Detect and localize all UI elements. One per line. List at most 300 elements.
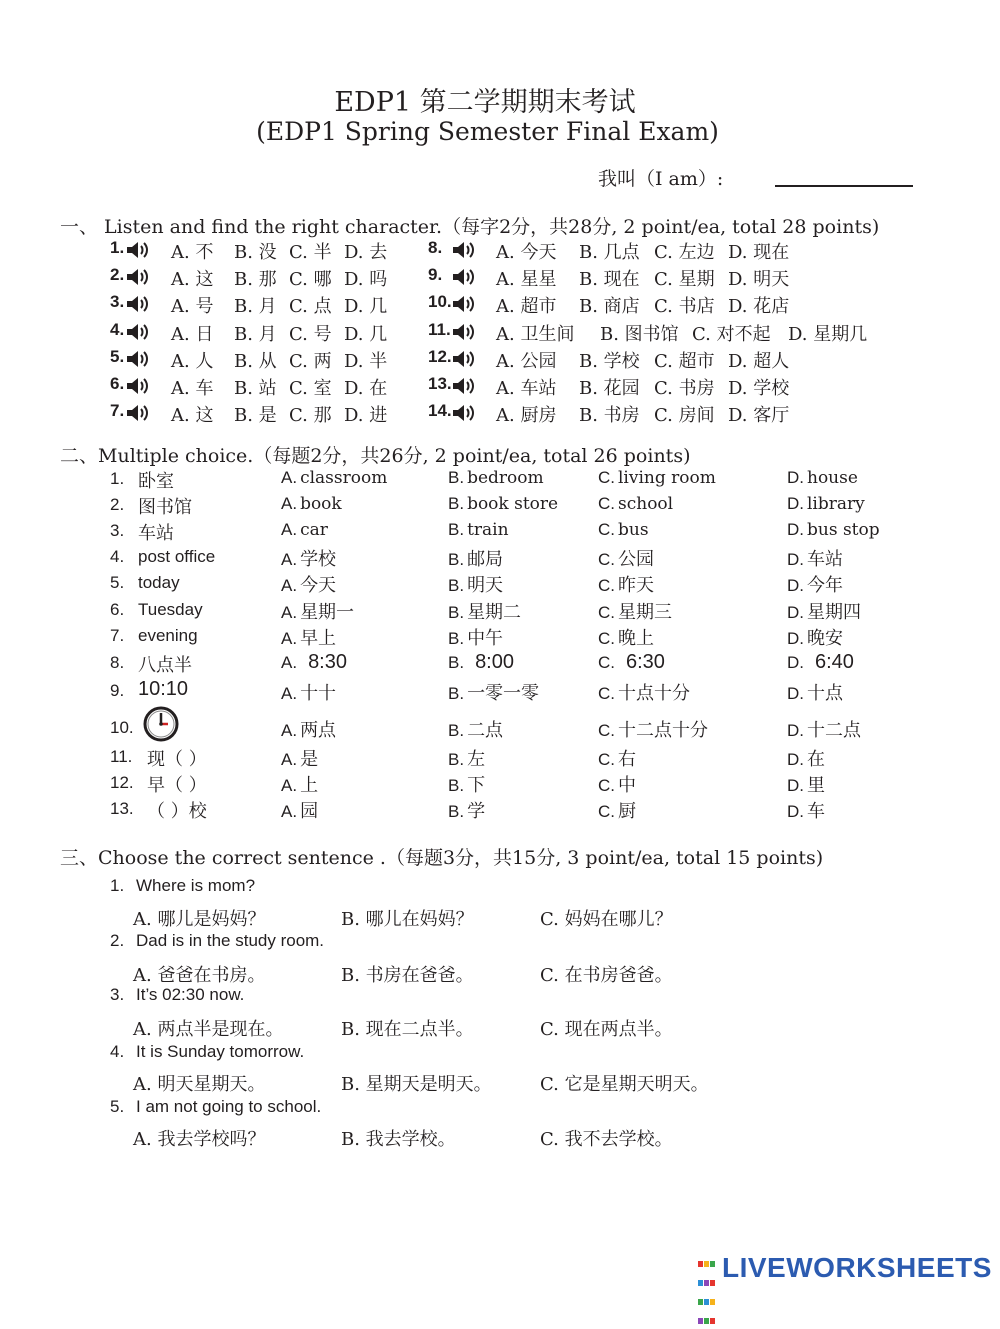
option-text: 星期三 xyxy=(618,602,672,623)
item-number: 14. xyxy=(428,401,452,421)
section3-heading: 三、Choose the correct sentence .（每题3分，共15分, 3 point/ea, total 15 points) xyxy=(60,847,824,869)
option-b[interactable]: B. 商店 xyxy=(579,296,640,318)
option-d[interactable]: D. 明天 xyxy=(728,269,790,291)
option-text: 学 xyxy=(467,801,486,822)
option-d[interactable] xyxy=(787,598,861,624)
speaker-icon[interactable] xyxy=(125,375,151,397)
option-a[interactable]: A. 今天 xyxy=(496,242,557,263)
option-a[interactable]: A. 两点半是现在。 xyxy=(133,1019,284,1040)
option-a[interactable] xyxy=(281,651,347,674)
option-letter: B. xyxy=(448,776,465,795)
option-d[interactable]: D. 现在 xyxy=(728,242,790,263)
option-d[interactable]: D. 几 xyxy=(344,296,388,318)
option-letter: D. xyxy=(787,603,804,622)
speaker-icon[interactable] xyxy=(451,348,477,370)
option-text: 公园 xyxy=(618,549,654,570)
item-number: 4. xyxy=(110,547,125,566)
option-letter: D. xyxy=(787,629,804,648)
option-a[interactable] xyxy=(281,598,354,624)
option-b[interactable]: B. 几点 xyxy=(579,242,640,263)
option-text: 6:40 xyxy=(815,651,854,673)
option-text: 上 xyxy=(300,775,319,796)
item-number: 11. xyxy=(428,319,451,339)
option-d[interactable]: D. 半 xyxy=(344,350,388,372)
option-b[interactable]: B. 站 xyxy=(234,378,277,399)
item-number: 4. xyxy=(110,319,125,339)
item-number: 10. xyxy=(110,718,134,737)
option-d[interactable]: D. 进 xyxy=(344,405,388,427)
option-b[interactable]: B. 星期天是明天。 xyxy=(341,1074,492,1095)
option-letter: A. xyxy=(281,494,298,513)
option-a[interactable] xyxy=(281,493,342,514)
option-b[interactable]: B. 花园 xyxy=(579,378,640,399)
option-d[interactable]: D. 超人 xyxy=(728,350,790,372)
option-text: 园 xyxy=(300,801,319,822)
option-text: bedroom xyxy=(467,468,544,488)
item-number: 10. xyxy=(428,292,452,312)
item-number: 1. xyxy=(110,469,125,488)
item-number: 3. xyxy=(110,985,125,1004)
item-number: 2. xyxy=(110,495,125,514)
option-c[interactable]: C. 它是星期天明天。 xyxy=(540,1074,709,1095)
option-c[interactable]: C. 哪 xyxy=(289,269,332,291)
option-a[interactable] xyxy=(281,519,328,540)
option-text: living room xyxy=(618,468,716,488)
option-letter: B. xyxy=(448,603,465,622)
question-text: Tuesday xyxy=(138,600,203,619)
option-b[interactable] xyxy=(448,598,521,624)
option-text: book store xyxy=(467,494,559,514)
item-number: 3. xyxy=(110,292,125,312)
option-a[interactable]: A. 我去学校吗？ xyxy=(133,1129,266,1150)
option-text: 十点十分 xyxy=(618,683,690,704)
speaker-icon[interactable] xyxy=(451,266,477,288)
option-a[interactable]: A. 日 xyxy=(171,323,214,345)
option-text: 车 xyxy=(807,801,825,822)
option-b[interactable] xyxy=(448,745,485,771)
option-letter: A. xyxy=(281,468,298,487)
option-text: 里 xyxy=(807,775,825,796)
speaker-icon[interactable] xyxy=(125,239,151,261)
item-number: 8. xyxy=(110,653,125,672)
option-b[interactable]: B. 没 xyxy=(234,242,277,263)
option-b[interactable]: B. 是 xyxy=(234,405,277,427)
option-c[interactable]: C. 妈妈在哪儿？ xyxy=(540,909,673,930)
option-letter: B. xyxy=(448,468,465,487)
option-text: 明天 xyxy=(467,575,504,596)
option-letter: D. xyxy=(787,721,804,740)
speaker-icon[interactable] xyxy=(125,402,151,424)
speaker-icon[interactable] xyxy=(125,293,151,315)
option-c[interactable] xyxy=(598,624,654,650)
option-text: house xyxy=(807,468,858,488)
option-a[interactable]: A. 人 xyxy=(171,350,214,372)
option-text: 6:30 xyxy=(626,651,665,673)
option-letter: B. xyxy=(448,494,465,513)
option-a[interactable]: A. 公园 xyxy=(496,350,557,372)
option-b[interactable] xyxy=(448,797,485,823)
option-text: school xyxy=(618,494,674,514)
option-d[interactable] xyxy=(787,771,825,797)
option-letter: D. xyxy=(787,576,804,595)
option-letter: D. xyxy=(787,750,804,769)
question-text: （ ）校 xyxy=(147,801,207,822)
speaker-icon[interactable] xyxy=(451,402,477,424)
option-c[interactable]: C. 书房 xyxy=(654,378,715,399)
speaker-icon[interactable] xyxy=(451,239,477,261)
option-d[interactable]: D. 星期几 xyxy=(788,323,868,345)
option-letter: C. xyxy=(598,802,615,821)
item-number: 7. xyxy=(110,626,125,645)
speaker-icon[interactable] xyxy=(125,321,151,343)
option-a[interactable]: A. 车站 xyxy=(496,378,557,399)
option-c[interactable]: C. 点 xyxy=(289,296,332,318)
option-letter: A. xyxy=(281,721,298,740)
option-d[interactable] xyxy=(787,545,843,571)
option-c[interactable]: C. 我不去学校。 xyxy=(540,1129,673,1150)
option-b[interactable]: B. 我去学校。 xyxy=(341,1129,456,1150)
question-text: Where is mom? xyxy=(136,876,256,895)
item-number: 9. xyxy=(428,265,443,285)
option-c[interactable]: C. 星期 xyxy=(654,269,715,291)
question-text: 图书馆 xyxy=(138,497,192,518)
option-c[interactable] xyxy=(598,519,649,540)
option-c[interactable]: C. 室 xyxy=(289,378,332,399)
option-c[interactable] xyxy=(598,598,672,624)
option-letter: A. xyxy=(281,520,298,539)
option-b[interactable]: B. 那 xyxy=(234,269,277,291)
option-text: 晚安 xyxy=(807,628,843,649)
option-text: bus xyxy=(618,520,649,540)
option-text: 今天 xyxy=(300,575,337,596)
option-a[interactable]: A. 厨房 xyxy=(496,405,557,427)
option-d[interactable]: D. 学校 xyxy=(728,378,790,399)
option-letter: A. xyxy=(281,629,298,648)
option-letter: C. xyxy=(598,603,615,622)
option-letter: A. xyxy=(281,653,298,672)
option-text: 星期四 xyxy=(807,602,861,623)
question-text: today xyxy=(138,573,180,592)
option-b[interactable] xyxy=(448,771,485,797)
option-b[interactable]: B. 书房在爸爸。 xyxy=(341,965,474,986)
option-text: 今年 xyxy=(807,575,843,596)
option-b[interactable]: B. 从 xyxy=(234,350,277,372)
option-letter: B. xyxy=(448,520,465,539)
option-b[interactable] xyxy=(448,716,503,742)
option-d[interactable] xyxy=(787,493,865,514)
option-text: 8:30 xyxy=(308,651,347,673)
option-b[interactable] xyxy=(448,493,558,514)
question-text: I am not going to school. xyxy=(136,1097,322,1116)
exam-subtitle: (EDP1 Spring Semester Final Exam) xyxy=(256,117,719,146)
option-text: book xyxy=(300,494,342,514)
item-number: 12. xyxy=(428,346,452,366)
option-d[interactable] xyxy=(787,745,825,771)
question-text: 早（ ） xyxy=(147,775,207,796)
option-a[interactable]: A. 这 xyxy=(171,405,214,427)
option-d[interactable]: D. 吗 xyxy=(344,269,388,291)
option-text: 星期二 xyxy=(467,602,522,623)
option-b[interactable] xyxy=(448,624,503,650)
option-letter: A. xyxy=(281,576,298,595)
option-d[interactable] xyxy=(787,797,825,823)
option-a[interactable] xyxy=(281,771,318,797)
option-c[interactable] xyxy=(598,679,690,705)
option-text: 是 xyxy=(300,749,319,770)
question-text: 10:10 xyxy=(138,678,189,700)
option-a[interactable] xyxy=(281,571,336,597)
option-a[interactable] xyxy=(281,624,336,650)
option-letter: B. xyxy=(448,750,465,769)
option-letter: D. xyxy=(787,802,804,821)
option-d[interactable] xyxy=(787,519,880,540)
option-a[interactable]: A. 明天星期天。 xyxy=(133,1074,266,1095)
item-number: 5. xyxy=(110,346,125,366)
option-letter: D. xyxy=(787,520,804,539)
question-text: It’s 02:30 now. xyxy=(136,985,245,1004)
name-input-line[interactable] xyxy=(775,185,913,187)
option-b[interactable] xyxy=(448,467,544,488)
speaker-icon[interactable] xyxy=(451,375,477,397)
item-number: 6. xyxy=(110,600,125,619)
speaker-icon[interactable] xyxy=(451,293,477,315)
question-text: 车站 xyxy=(138,523,174,544)
option-a[interactable]: A. 超市 xyxy=(496,296,557,318)
option-text: car xyxy=(300,520,328,540)
option-letter: C. xyxy=(598,684,615,703)
option-d[interactable] xyxy=(787,716,861,742)
option-text: 早上 xyxy=(300,628,337,649)
option-text: 二点 xyxy=(467,720,504,741)
option-letter: D. xyxy=(787,684,804,703)
section1-heading: 一、 Listen and find the right character.（每字2分，共28分, 2 point/ea, total 28 points) xyxy=(60,216,880,238)
option-c[interactable] xyxy=(598,745,636,771)
item-number: 1. xyxy=(110,238,125,257)
option-letter: D. xyxy=(787,494,804,513)
option-letter: C. xyxy=(598,629,615,648)
option-a[interactable]: A. 号 xyxy=(171,296,214,318)
option-c[interactable] xyxy=(598,493,673,514)
option-letter: A. xyxy=(281,684,298,703)
option-letter: B. xyxy=(448,576,465,595)
option-text: 十二点 xyxy=(807,720,861,741)
option-text: 8:00 xyxy=(475,651,514,673)
option-c[interactable]: C. 房间 xyxy=(654,405,715,427)
option-letter: A. xyxy=(281,750,298,769)
option-d[interactable]: D. 客厅 xyxy=(728,405,790,427)
option-letter: A. xyxy=(281,776,298,795)
option-a[interactable]: A. 不 xyxy=(171,242,214,263)
option-letter: C. xyxy=(598,750,615,769)
option-letter: A. xyxy=(281,603,298,622)
question-text: 卧室 xyxy=(138,471,174,492)
option-b[interactable] xyxy=(448,519,509,540)
option-letter: B. xyxy=(448,802,465,821)
option-text: 学校 xyxy=(300,549,337,570)
option-text: 邮局 xyxy=(467,549,504,570)
option-b[interactable]: B. 书房 xyxy=(579,405,640,427)
option-letter: C. xyxy=(598,494,615,513)
option-text: 厨 xyxy=(618,801,636,822)
option-letter: C. xyxy=(598,653,615,672)
question-text: evening xyxy=(138,626,198,645)
option-text: 晚上 xyxy=(618,628,654,649)
option-text: classroom xyxy=(300,468,388,488)
option-c[interactable] xyxy=(598,571,654,597)
option-c[interactable] xyxy=(598,716,708,742)
option-text: 下 xyxy=(467,775,486,796)
option-a[interactable]: A. 爸爸在书房。 xyxy=(133,965,266,986)
option-text: 中 xyxy=(618,775,636,796)
item-number: 8. xyxy=(428,238,443,257)
option-letter: C. xyxy=(598,468,615,487)
option-letter: B. xyxy=(448,684,465,703)
item-number: 1. xyxy=(110,876,125,895)
option-letter: B. xyxy=(448,653,465,672)
liveworksheets-logo-text: LIVEWORKSHEETS xyxy=(722,1252,992,1283)
option-d[interactable]: D. 几 xyxy=(344,323,388,345)
option-text: 在 xyxy=(807,749,825,770)
option-a[interactable] xyxy=(281,545,336,571)
option-text: library xyxy=(807,494,865,514)
option-text: 昨天 xyxy=(618,575,654,596)
question-text: It is Sunday tomorrow. xyxy=(136,1042,305,1061)
question-text: 八点半 xyxy=(138,655,192,676)
option-letter: C. xyxy=(598,550,615,569)
option-a[interactable] xyxy=(281,467,387,488)
option-letter: B. xyxy=(448,721,465,740)
option-c[interactable]: C. 左边 xyxy=(654,242,715,263)
item-number: 12. xyxy=(110,773,134,792)
option-d[interactable] xyxy=(787,624,843,650)
item-number: 2. xyxy=(110,931,125,950)
option-d[interactable] xyxy=(787,467,858,488)
option-a[interactable]: A. 这 xyxy=(171,269,214,291)
option-b[interactable] xyxy=(448,571,503,597)
option-text: 右 xyxy=(618,749,636,770)
option-letter: C. xyxy=(598,520,615,539)
option-b[interactable]: B. 月 xyxy=(234,296,277,318)
option-text: 中午 xyxy=(467,628,504,649)
option-c[interactable]: C. 在书房爸爸。 xyxy=(540,965,673,986)
option-a[interactable]: A. 星星 xyxy=(496,269,557,291)
speaker-icon[interactable] xyxy=(451,321,477,343)
option-letter: C. xyxy=(598,576,615,595)
option-d[interactable] xyxy=(787,651,854,674)
option-b[interactable]: B. 月 xyxy=(234,323,277,345)
liveworksheets-logo-icon xyxy=(698,1253,716,1285)
option-text: bus stop xyxy=(807,520,880,540)
option-a[interactable]: A. 哪儿是妈妈？ xyxy=(133,909,266,930)
option-c[interactable]: C. 两 xyxy=(289,350,332,372)
option-c[interactable]: C. 对不起 xyxy=(692,323,771,345)
option-b[interactable] xyxy=(448,651,514,674)
option-letter: D. xyxy=(787,653,804,672)
option-letter: B. xyxy=(448,629,465,648)
option-d[interactable]: D. 花店 xyxy=(728,296,790,318)
option-text: train xyxy=(467,520,509,540)
speaker-icon[interactable] xyxy=(125,266,151,288)
item-number: 5. xyxy=(110,1097,125,1116)
item-number: 5. xyxy=(110,573,125,592)
option-letter: D. xyxy=(787,550,804,569)
option-a[interactable] xyxy=(281,716,336,742)
option-letter: C. xyxy=(598,776,615,795)
item-number: 13. xyxy=(428,374,452,393)
item-number: 3. xyxy=(110,521,125,540)
item-number: 11. xyxy=(110,747,133,766)
option-letter: D. xyxy=(787,776,804,795)
section2-heading: 二、Multiple choice.（每题2分，共26分, 2 point/ea, total 26 points) xyxy=(60,445,691,467)
option-c[interactable] xyxy=(598,771,636,797)
question-text: Dad is in the study room. xyxy=(136,931,325,950)
option-d[interactable] xyxy=(787,571,843,597)
option-c[interactable] xyxy=(598,467,716,488)
item-number: 2. xyxy=(110,265,125,285)
name-label: 我叫（I am）: xyxy=(598,168,724,190)
exam-title: EDP1 第二学期期末考试 xyxy=(334,87,636,118)
option-c[interactable]: C. 那 xyxy=(289,405,332,427)
option-text: 两点 xyxy=(300,720,337,741)
option-b[interactable]: B. 现在 xyxy=(579,269,640,291)
option-text: 十二点十分 xyxy=(618,720,708,741)
item-number: 13. xyxy=(110,799,134,818)
option-a[interactable]: A. 车 xyxy=(171,378,214,399)
option-b[interactable] xyxy=(448,545,503,571)
option-c[interactable]: C. 现在两点半。 xyxy=(540,1019,673,1040)
option-letter: C. xyxy=(598,721,615,740)
option-b[interactable] xyxy=(448,679,539,705)
option-text: 车站 xyxy=(807,549,843,570)
item-number: 9. xyxy=(110,681,125,700)
clock-icon xyxy=(143,706,179,742)
option-text: 左 xyxy=(467,749,486,770)
option-c[interactable] xyxy=(598,545,654,571)
item-number: 6. xyxy=(110,374,125,393)
option-c[interactable] xyxy=(598,651,665,674)
item-number: 4. xyxy=(110,1042,125,1061)
option-text: 十十 xyxy=(300,683,337,704)
option-a[interactable] xyxy=(281,679,336,705)
option-d[interactable] xyxy=(787,679,843,705)
option-text: 十点 xyxy=(807,683,843,704)
option-letter: A. xyxy=(281,550,298,569)
option-letter: B. xyxy=(448,550,465,569)
speaker-icon[interactable] xyxy=(125,348,151,370)
option-a[interactable]: A. 卫生间 xyxy=(496,323,575,345)
option-text: 星期一 xyxy=(300,602,355,623)
option-b[interactable]: B. 图书馆 xyxy=(600,323,679,345)
option-letter: D. xyxy=(787,468,804,487)
option-a[interactable] xyxy=(281,797,318,823)
option-text: 一零一零 xyxy=(467,683,540,704)
question-text: post office xyxy=(138,547,216,566)
option-b[interactable]: B. 学校 xyxy=(579,350,640,372)
option-letter: A. xyxy=(281,802,298,821)
question-text: 现（ ） xyxy=(147,749,207,770)
option-b[interactable]: B. 哪儿在妈妈？ xyxy=(341,909,474,930)
option-d[interactable]: D. 在 xyxy=(344,378,388,399)
option-c[interactable]: C. 号 xyxy=(289,323,332,345)
option-c[interactable]: C. 书店 xyxy=(654,296,715,318)
option-b[interactable]: B. 现在二点半。 xyxy=(341,1019,474,1040)
item-number: 7. xyxy=(110,401,125,421)
option-d[interactable]: D. 去 xyxy=(344,242,388,263)
option-c[interactable]: C. 半 xyxy=(289,242,332,263)
option-c[interactable]: C. 超市 xyxy=(654,350,715,372)
option-a[interactable] xyxy=(281,745,318,771)
option-c[interactable] xyxy=(598,797,636,823)
